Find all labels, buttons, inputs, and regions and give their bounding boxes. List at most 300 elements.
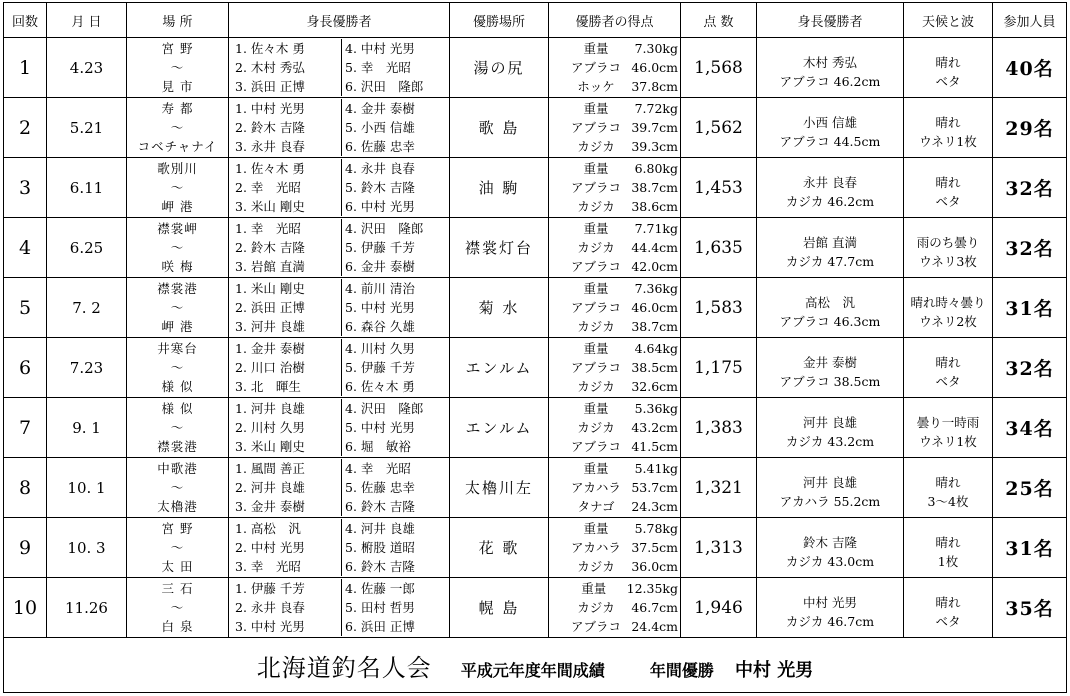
participants-cell: 31名 [993,518,1067,578]
winning-spot-cell: 幌 島 [450,578,549,638]
table-row [4,338,1067,398]
longest-fish-size: アブラコ 44.5cm [779,133,881,149]
score-label: カジカ [577,379,615,394]
winner-score-cell [549,158,681,218]
location-line: ～ [170,240,185,255]
participants-cell: 32名 [993,218,1067,278]
score-line [549,358,680,377]
round-cell: 1 [4,38,47,98]
location-line: ～ [170,60,185,75]
score-line [549,339,680,358]
round-cell: 3 [4,158,47,218]
champion-name: 4. 沢田 隆郎 [345,221,424,236]
champion-name: 4. 幸 光昭 [345,461,411,476]
header-location: 場 所 [127,3,229,38]
weather-cell [904,578,993,638]
champion-name: 2. 鈴木 吉隆 [235,238,342,257]
location-line: 咲 梅 [161,259,194,274]
champion-name: 4. 中村 光男 [345,41,415,56]
score-line [549,418,680,437]
longest-fish-cell [757,218,904,278]
header-points: 点 数 [681,3,757,38]
champion-name: 3. 金井 泰樹 [235,497,342,516]
longest-fish-size: アブラコ 46.2cm [779,73,881,89]
participants-cell: 25名 [993,458,1067,518]
weather-cell [904,218,993,278]
champion-name: 6. 佐藤 忠幸 [345,139,415,154]
score-value: 7.36kg [634,281,678,296]
champion-name: 5. 幸 光昭 [345,60,411,75]
score-value: 53.7cm [631,480,678,495]
table-row [4,578,1067,638]
score-value: 7.30kg [634,41,678,56]
score-label: アブラコ [570,180,621,195]
champion-name: 2. 河井 良雄 [235,478,342,497]
weather-cell [904,338,993,398]
location-line: 寿 都 [161,101,194,116]
score-value: 5.36kg [634,401,678,416]
wave-text: ウネリ1枚 [919,133,977,149]
longest-fish-winner: 永井 良春 [803,174,857,190]
score-label: カジカ [577,420,615,435]
score-line [549,298,680,317]
round-cell: 4 [4,218,47,278]
score-value: 32.6cm [631,379,678,394]
participants-cell: 31名 [993,278,1067,338]
score-label: アブラコ [570,120,621,135]
champion-name: 1. 風間 善正 [235,459,342,478]
date-cell: 7. 2 [47,278,127,338]
location-line: ～ [170,540,185,555]
champions-cell [229,158,450,218]
longest-fish-size: アブラコ 46.3cm [779,313,881,329]
table-row [4,218,1067,278]
score-line [549,399,680,418]
champion-name: 4. 金井 泰樹 [345,101,415,116]
score-label: 重量 [583,521,609,536]
champion-name: 3. 米山 剛史 [235,197,342,216]
date-cell: 11.26 [47,578,127,638]
winner-score-cell [549,518,681,578]
location-line: 様 似 [161,379,194,394]
champion-name: 4. 佐藤 一郎 [345,581,415,596]
champion-name: 2. 川口 治樹 [235,358,342,377]
champion-name: 6. 沢田 隆郎 [345,79,424,94]
location-line: 岬 港 [161,319,194,334]
champions-cell [229,338,450,398]
score-label: アブラコ [570,439,621,454]
location-line: 白 泉 [161,619,194,634]
score-value: 4.64kg [634,341,678,356]
champion-name: 3. 永井 良春 [235,137,342,156]
date-cell: 9. 1 [47,398,127,458]
winning-spot-cell: 太櫓川左 [450,458,549,518]
score-line [549,279,680,298]
score-label: カジカ [577,559,615,574]
score-value: 43.2cm [631,420,678,435]
header-winning-spot: 優勝場所 [450,3,549,38]
score-line [549,197,680,216]
champion-name: 2. 幸 光昭 [235,178,342,197]
champion-name: 5. 中村 光男 [345,300,415,315]
score-value: 6.80kg [634,161,678,176]
champion-name: 1. 伊藤 千芳 [235,579,342,598]
longest-fish-winner: 小西 信雄 [803,114,857,130]
location-line: 見 市 [161,79,194,94]
location-cell [127,398,229,458]
champions-cell [229,38,450,98]
score-value: 7.72kg [634,101,678,116]
score-value: 46.0cm [631,60,678,75]
champion-name: 6. 佐々木 勇 [345,379,415,394]
winning-spot-cell: 油 駒 [450,158,549,218]
champions-cell [229,398,450,458]
champion-name: 1. 金井 泰樹 [235,339,342,358]
longest-fish-size: アブラコ 38.5cm [779,373,881,389]
longest-fish-winner: 鈴木 吉隆 [803,534,857,550]
footer-row [4,638,1067,693]
location-line: 中歌港 [157,461,198,476]
score-label: アブラコ [570,360,621,375]
points-cell: 1,568 [681,38,757,98]
points-cell: 1,313 [681,518,757,578]
score-line [549,39,680,58]
table-row [4,518,1067,578]
score-label: 重量 [581,581,607,596]
longest-fish-winner: 中村 光男 [803,594,857,610]
score-value: 46.0cm [631,300,678,315]
champions-cell [229,518,450,578]
winner-score-cell [549,278,681,338]
champions-cell [229,98,450,158]
wave-text: ウネリ3枚 [919,253,977,269]
score-value: 39.3cm [631,139,678,154]
results-table [3,2,1067,693]
location-cell [127,98,229,158]
location-cell [127,338,229,398]
table-row [4,158,1067,218]
wave-text: ウネリ1枚 [919,433,977,449]
wave-text: 3～4枚 [927,493,969,509]
longest-fish-size: カジカ 47.7cm [785,253,875,269]
champion-name: 2. 浜田 正博 [235,298,342,317]
longest-fish-winner: 金井 泰樹 [803,354,857,370]
winning-spot-cell: 歌 島 [450,98,549,158]
weather-text: 晴れ [935,114,961,130]
champion-name: 3. 北 暉生 [235,377,342,396]
champion-name: 1. 佐々木 勇 [235,39,342,58]
location-line: 宮 野 [161,41,194,56]
champions-cell [229,458,450,518]
winner-score-cell [549,398,681,458]
score-label: アカハラ [571,480,621,495]
score-line [549,579,680,598]
champion-name: 4. 河井 良雄 [345,521,415,536]
champion-name: 1. 幸 光昭 [235,219,342,238]
table-row [4,398,1067,458]
winning-spot-cell: 菊 水 [450,278,549,338]
longest-fish-size: カジカ 46.2cm [785,193,875,209]
annual-winner-name: 中村 光男 [735,659,814,681]
header-date: 月 日 [47,3,127,38]
score-line [549,377,680,396]
wave-text: 1枚 [937,553,959,569]
score-value: 44.4cm [631,240,678,255]
weather-text: 晴れ [935,54,961,70]
round-cell: 6 [4,338,47,398]
weather-text: 曇り一時雨 [916,414,980,430]
score-line [549,99,680,118]
round-cell: 5 [4,278,47,338]
longest-fish-winner: 高松 汎 [804,294,855,310]
score-line [549,617,680,636]
table-row [4,458,1067,518]
location-line: ～ [170,600,185,615]
score-label: アカハラ [571,540,621,555]
champion-name: 3. 河井 良雄 [235,317,342,336]
footer-cell [4,638,1067,693]
date-cell: 7.23 [47,338,127,398]
champion-name: 1. 米山 剛史 [235,279,342,298]
participants-cell: 32名 [993,338,1067,398]
champion-name: 5. 椨股 道昭 [345,540,415,555]
location-line: 襟裳岬 [157,221,198,236]
score-value: 7.71kg [634,221,678,236]
longest-fish-cell [757,518,904,578]
round-cell: 7 [4,398,47,458]
location-line: ～ [170,420,185,435]
winning-spot-cell: 花 歌 [450,518,549,578]
score-label: カジカ [577,199,615,214]
longest-fish-cell [757,578,904,638]
weather-text: 晴れ [935,534,961,550]
score-line [549,118,680,137]
score-value: 38.7cm [631,319,678,334]
location-cell [127,218,229,278]
score-label: アブラコ [570,619,621,634]
winner-score-cell [549,458,681,518]
location-line: 襟裳港 [157,439,198,454]
longest-fish-size: アカハラ 55.2cm [779,493,881,509]
champion-name: 2. 永井 良春 [235,598,342,617]
winner-score-cell [549,338,681,398]
points-cell: 1,453 [681,158,757,218]
champion-name: 5. 鈴木 吉隆 [345,180,415,195]
points-cell: 1,635 [681,218,757,278]
date-cell: 10. 1 [47,458,127,518]
location-line: 襟裳港 [157,281,198,296]
weather-cell [904,278,993,338]
winning-spot-cell: 湯の尻 [450,38,549,98]
date-cell: 6.11 [47,158,127,218]
points-cell: 1,562 [681,98,757,158]
score-label: 重量 [583,41,609,56]
longest-fish-winner: 岩館 直満 [803,234,857,250]
score-value: 38.5cm [631,360,678,375]
longest-fish-size: カジカ 46.7cm [785,613,875,629]
header-longest-fish: 身長優勝者 [757,3,904,38]
champion-name: 4. 永井 良春 [345,161,415,176]
weather-text: 雨のち曇り [916,234,980,250]
wave-text: ベタ [935,73,961,89]
points-cell: 1,383 [681,398,757,458]
champion-name: 5. 伊藤 千芳 [345,360,415,375]
score-label: 重量 [583,101,609,116]
score-line [549,598,680,617]
longest-fish-size: カジカ 43.0cm [785,553,875,569]
score-value: 37.8cm [631,79,678,94]
date-cell: 4.23 [47,38,127,98]
date-cell: 6.25 [47,218,127,278]
score-label: カジカ [577,139,615,154]
round-cell: 2 [4,98,47,158]
score-label: ホッケ [577,79,615,94]
points-cell: 1,175 [681,338,757,398]
weather-cell [904,158,993,218]
champion-name: 4. 沢田 隆郎 [345,401,424,416]
table-body [4,38,1067,638]
champion-name: 2. 鈴木 吉隆 [235,118,342,137]
weather-cell [904,518,993,578]
champion-name: 1. 佐々木 勇 [235,159,342,178]
header-row [4,3,1067,38]
champion-name: 3. 中村 光男 [235,617,342,636]
score-value: 12.35kg [626,581,678,596]
location-line: ～ [170,300,185,315]
champion-name: 4. 前川 清治 [345,281,415,296]
score-value: 24.4cm [631,619,678,634]
round-cell: 10 [4,578,47,638]
table-row [4,278,1067,338]
score-label: 重量 [583,281,609,296]
score-line [549,557,680,576]
location-line: コベチャナイ [137,139,218,154]
location-cell [127,158,229,218]
score-value: 38.6cm [631,199,678,214]
champion-name: 6. 浜田 正博 [345,619,415,634]
longest-fish-winner: 河井 良雄 [803,414,857,430]
location-line: 様 似 [161,401,194,416]
longest-fish-cell [757,398,904,458]
score-line [549,478,680,497]
longest-fish-cell [757,458,904,518]
score-line [549,159,680,178]
score-line [549,238,680,257]
header-weather: 天候と波 [904,3,993,38]
score-line [549,437,680,456]
header-winner-score: 優勝者の得点 [549,3,681,38]
champion-name: 5. 伊藤 千芳 [345,240,415,255]
champion-name: 4. 川村 久男 [345,341,415,356]
champion-name: 6. 鈴木 吉隆 [345,499,415,514]
table-row [4,38,1067,98]
weather-cell [904,98,993,158]
location-cell [127,518,229,578]
score-value: 38.7cm [631,180,678,195]
longest-fish-size: カジカ 43.2cm [785,433,875,449]
score-label: タナゴ [577,499,615,514]
score-value: 5.78kg [634,521,678,536]
participants-cell: 32名 [993,158,1067,218]
location-line: ～ [170,480,185,495]
score-line [549,519,680,538]
weather-text: 晴れ [935,474,961,490]
champion-name: 6. 金井 泰樹 [345,259,415,274]
champion-name: 1. 河井 良雄 [235,399,342,418]
winning-spot-cell: エンルム [450,398,549,458]
longest-fish-cell [757,38,904,98]
location-line: 太櫓港 [157,499,198,514]
winner-score-cell [549,38,681,98]
score-line [549,538,680,557]
wave-text: ウネリ2枚 [919,313,977,329]
annual-winner-label: 年間優勝 [649,660,714,680]
location-cell [127,578,229,638]
champion-name: 3. 幸 光昭 [235,557,342,576]
header-round: 回数 [4,3,47,38]
score-line [549,178,680,197]
champion-name: 6. 堀 敏裕 [345,439,411,454]
location-line: 岬 港 [161,199,194,214]
score-value: 41.5cm [631,439,678,454]
champions-cell [229,278,450,338]
score-value: 24.3cm [631,499,678,514]
score-value: 5.41kg [634,461,678,476]
score-label: カジカ [577,600,615,615]
score-value: 37.5cm [631,540,678,555]
champion-name: 6. 中村 光男 [345,199,415,214]
round-cell: 9 [4,518,47,578]
location-line: 三 石 [161,581,194,596]
weather-cell [904,38,993,98]
winner-score-cell [549,218,681,278]
longest-fish-winner: 河井 良雄 [803,474,857,490]
score-line [549,497,680,516]
weather-cell [904,458,993,518]
score-label: 重量 [583,341,609,356]
champion-name: 2. 中村 光男 [235,538,342,557]
round-cell: 8 [4,458,47,518]
season-subtitle: 平成元年度年間成績 [460,660,605,680]
score-value: 39.7cm [631,120,678,135]
longest-fish-cell [757,338,904,398]
score-value: 46.7cm [631,600,678,615]
winner-score-cell [549,578,681,638]
location-cell [127,278,229,338]
weather-text: 晴れ時々曇り [910,294,986,310]
champion-name: 2. 木村 秀弘 [235,58,342,77]
points-cell: 1,946 [681,578,757,638]
longest-fish-cell [757,98,904,158]
points-cell: 1,321 [681,458,757,518]
champion-name: 5. 佐藤 忠幸 [345,480,415,495]
header-participants: 参加人員 [993,3,1067,38]
location-line: ～ [170,180,185,195]
header-champions: 身長優勝者 [229,3,450,38]
score-label: 重量 [583,221,609,236]
location-line: 宮 野 [161,521,194,536]
score-label: アブラコ [570,60,621,75]
score-label: アブラコ [570,300,621,315]
longest-fish-cell [757,278,904,338]
club-title: 北海道釣名人会 [256,653,432,682]
winning-spot-cell: エンルム [450,338,549,398]
champion-name: 1. 高松 汎 [235,519,342,538]
score-label: アブラコ [570,259,621,274]
champion-name: 6. 森谷 久雄 [345,319,415,334]
score-value: 36.0cm [631,559,678,574]
winner-score-cell [549,98,681,158]
